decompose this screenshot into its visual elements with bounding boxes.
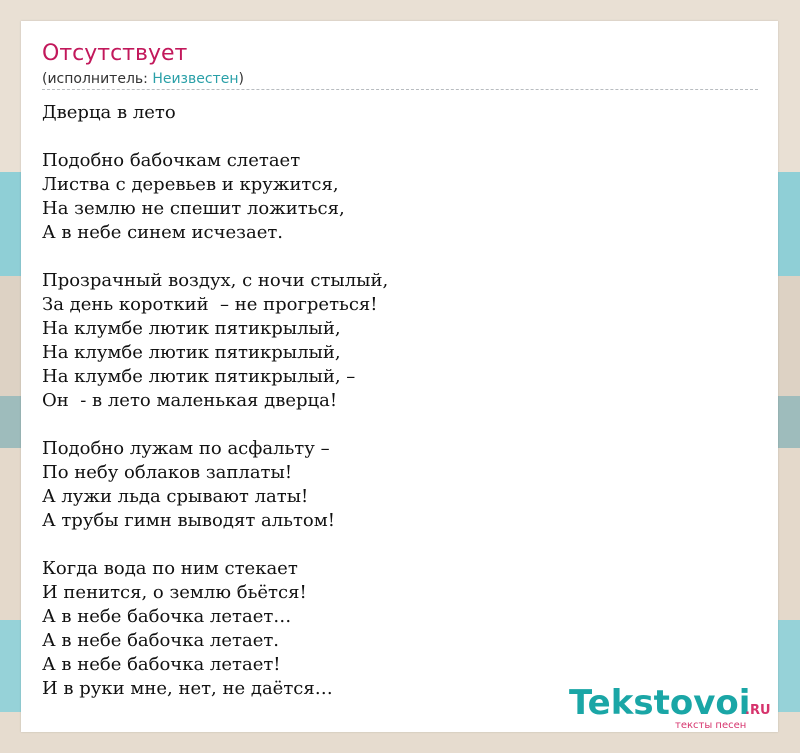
logo-domain: .RU — [745, 703, 771, 718]
tekstovoi-logo[interactable] — [569, 683, 779, 731]
logo-tagline: тексты песен — [675, 720, 747, 731]
lyric-line: А в небе бабочка летает… — [42, 606, 292, 627]
song-title: Отсутствует — [42, 41, 188, 66]
artist-line — [42, 71, 244, 87]
lyric-line: Подобно бабочкам слетает — [42, 150, 301, 171]
lyric-line: И в руки мне, нет, не даётся… — [42, 678, 333, 699]
lyric-line: А в небе синем исчезает. — [42, 222, 284, 243]
lyric-line: На клумбе лютик пятикрылый, — [42, 342, 341, 363]
lyrics-text — [42, 101, 742, 701]
lyric-line: А лужи льда срывают латы! — [42, 486, 309, 507]
lyric-line: Листва с деревьев и кружится, — [42, 174, 339, 195]
stanza-gap — [42, 533, 742, 557]
lyric-line: Дверца в лето — [42, 102, 176, 123]
lyric-line: А в небе бабочка летает. — [42, 630, 280, 651]
logo-wordmark: Tekstovoi — [569, 683, 751, 723]
lyric-line: На землю не спешит ложиться, — [42, 198, 345, 219]
artist-prefix: (исполнитель: — [42, 71, 153, 87]
lyric-line: На клумбе лютик пятикрылый, – — [42, 366, 356, 387]
lyric-line: За день короткий – не прогреться! — [42, 294, 378, 315]
stanza-gap — [42, 125, 742, 149]
title-divider — [42, 89, 758, 90]
lyric-line: А в небе бабочка летает! — [42, 654, 281, 675]
lyric-line: Прозрачный воздух, с ночи стылый, — [42, 270, 389, 291]
lyric-line: По небу облаков заплаты! — [42, 462, 293, 483]
stanza-gap — [42, 245, 742, 269]
lyric-line: На клумбе лютик пятикрылый, — [42, 318, 341, 339]
lyric-line: Подобно лужам по асфальту – — [42, 438, 330, 459]
lyric-line: Он - в лето маленькая дверца! — [42, 390, 338, 411]
lyric-line: Когда вода по ним стекает — [42, 558, 298, 579]
artist-link[interactable]: Неизвестен — [152, 71, 239, 87]
lyric-line: А трубы гимн выводят альтом! — [42, 510, 336, 531]
lyrics-card — [21, 21, 778, 732]
lyric-line: И пенится, о землю бьётся! — [42, 582, 307, 603]
stanza-gap — [42, 413, 742, 437]
artist-suffix: ) — [238, 71, 244, 87]
